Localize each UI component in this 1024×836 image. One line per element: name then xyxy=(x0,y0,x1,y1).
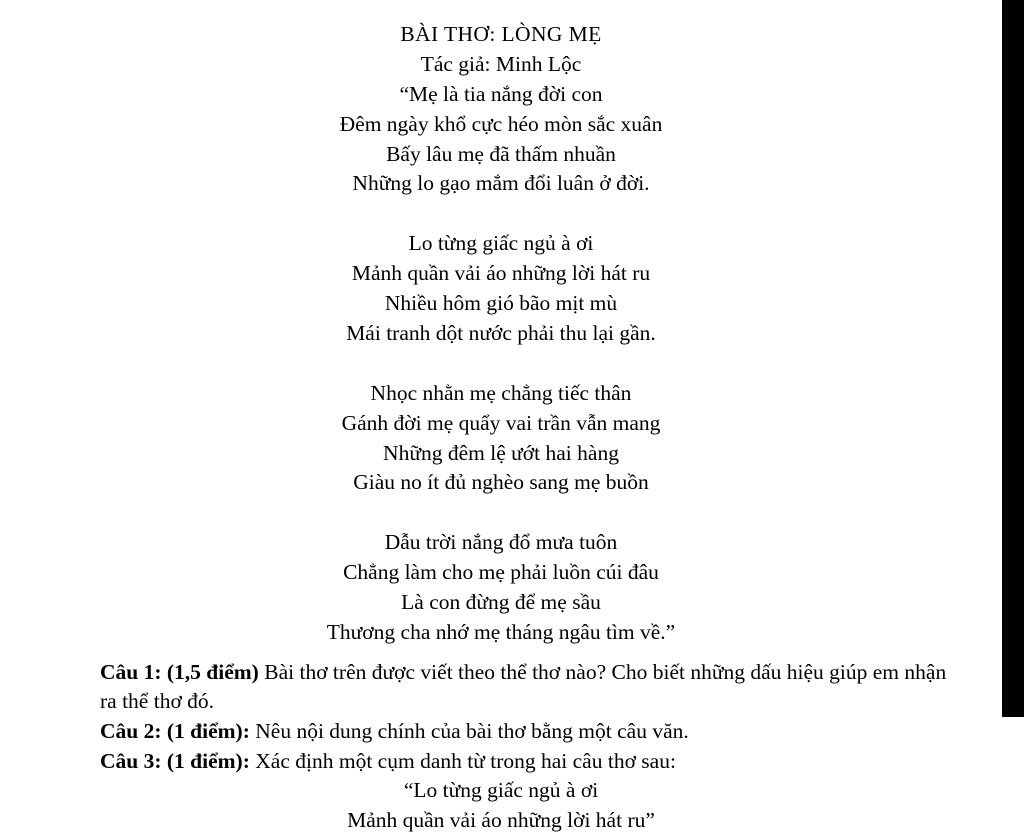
poem-line: Thương cha nhớ mẹ tháng ngâu tìm về.” xyxy=(326,619,676,644)
poem-line: Dẫu trời nắng đổ mưa tuôn xyxy=(384,530,618,555)
question-1-text: Bài thơ trên được viết theo thể thơ nào? Cho biết những dấu hiệu giúp em nhận ra thể thơ đó. xyxy=(100,659,947,714)
quoted-lines-block xyxy=(0,776,1002,836)
poem-line: Giàu no ít đủ nghèo sang mẹ buồn xyxy=(353,470,649,495)
stanza-gap xyxy=(0,349,1002,379)
poem-block xyxy=(0,20,1002,648)
poem-line: Nhiều hôm gió bão mịt mù xyxy=(384,291,618,315)
poem-line: Mảnh quần vải áo những lời hát ru xyxy=(351,261,651,286)
quoted-line: Mảnh quần vải áo những lời hát ru” xyxy=(347,808,655,833)
question-3 xyxy=(100,747,962,777)
stanza-gap xyxy=(0,498,1002,528)
poem-line: Bấy lâu mẹ đã thấm nhuần xyxy=(386,141,616,166)
poem-line: Những đêm lệ ướt hai hàng xyxy=(383,440,619,465)
question-2-label: Câu 2: (1 điểm): xyxy=(100,719,250,744)
quoted-line: “Lo từng giấc ngủ à ơi xyxy=(403,778,599,803)
poem-line: Mái tranh dột nước phải thu lại gần. xyxy=(346,320,656,345)
stanza-gap xyxy=(0,199,1002,229)
poem-line: Những lo gạo mắm đổi luân ở đời. xyxy=(352,171,650,196)
question-1 xyxy=(100,658,962,717)
poem-line: “Mẹ là tia nắng đời con xyxy=(399,81,603,106)
poem-line: Nhọc nhằn mẹ chẳng tiếc thân xyxy=(370,380,632,405)
poem-line: Gánh đời mẹ quẩy vai trần vẫn mang xyxy=(341,410,661,435)
scan-edge-strip xyxy=(1002,0,1024,717)
poem-title: BÀI THƠ: LÒNG MẸ xyxy=(400,22,602,46)
poem-author: Tác giả: Minh Lộc xyxy=(420,51,582,76)
question-2 xyxy=(100,717,962,747)
poem-line: Lo từng giấc ngủ à ơi xyxy=(408,231,594,256)
questions-block xyxy=(0,658,1002,777)
poem-line: Chẳng làm cho mẹ phải luồn cúi đâu xyxy=(343,560,659,585)
question-2-text: Nêu nội dung chính của bài thơ bằng một câu văn. xyxy=(249,719,689,744)
question-1-label: Câu 1: (1,5 điểm) xyxy=(100,659,259,684)
question-3-label: Câu 3: (1 điểm): xyxy=(100,748,250,773)
poem-line: Đêm ngày khổ cực héo mòn sắc xuân xyxy=(339,111,663,136)
poem-line: Là con đừng để mẹ sầu xyxy=(401,590,601,614)
question-3-text: Xác định một cụm danh từ trong hai câu thơ sau: xyxy=(249,748,676,773)
